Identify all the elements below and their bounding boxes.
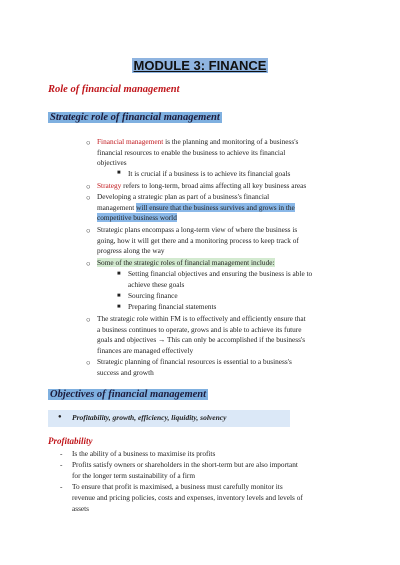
planning-line-1: Strategic planning of financial resources is essential to a business's	[97, 357, 292, 366]
fm-definition-line-3: objectives	[97, 158, 127, 167]
circle-bullet-icon: ○	[86, 193, 91, 202]
plans-line-3: progress along the way	[97, 246, 165, 255]
square-bullet-icon: ■	[117, 293, 121, 299]
strategic-plan-line-2: management will ensure that the business survives and grows in the	[97, 203, 295, 212]
circle-bullet-icon: ○	[86, 182, 91, 191]
dot-bullet-icon: ●	[58, 414, 62, 420]
fm-role-line-1: The strategic role within FM is to effectively and efficiently ensure that	[97, 314, 306, 323]
circle-bullet-icon: ○	[86, 358, 91, 367]
square-bullet-icon: ■	[117, 304, 121, 310]
fm-definition: Financial management is the planning and monitoring of a business's	[97, 137, 299, 146]
profitability-point-1: Is the ability of a business to maximise its profits	[72, 449, 216, 458]
plans-line-1: Strategic plans encompass a long-term view of where the business is	[97, 225, 298, 234]
objectives-list: Profitability, growth, efficiency, liquidity, solvency	[72, 413, 227, 422]
square-bullet-icon: ■	[117, 170, 121, 176]
role-sub-1: Setting financial objectives and ensuring the business is able to	[128, 269, 313, 278]
fm-sub-point: It is crucial if a business is to achieve its financial goals	[128, 169, 291, 178]
fm-role-line-4: finances are managed effectively	[97, 346, 194, 355]
strategy-definition: Strategy refers to long-term, broad aims affecting all key business areas	[97, 181, 307, 190]
dash-bullet-icon: -	[60, 482, 63, 491]
square-bullet-icon: ■	[117, 271, 121, 277]
strategic-plan-line-1: Developing a strategic plan as part of a business's financial	[97, 192, 270, 201]
circle-bullet-icon: ○	[86, 138, 91, 147]
fm-role-line-3: goals and objectives → This can only be accomplished if the business's	[97, 335, 306, 344]
circle-bullet-icon: ○	[86, 315, 91, 324]
circle-bullet-icon: ○	[86, 259, 91, 268]
profitability-point-2-cont: for the longer term sustainability of a firm	[72, 471, 195, 480]
role-sub-2: Sourcing finance	[128, 291, 178, 300]
strategic-heading: Strategic role of financial management	[50, 112, 220, 123]
role-sub-1-cont: achieve these goals	[128, 280, 185, 289]
planning-line-2: success and growth	[97, 368, 154, 377]
roles-intro: Some of the strategic roles of financial management include:	[97, 258, 275, 267]
plans-line-2: going, how it will get there and a monitoring process to keep track of	[97, 236, 299, 245]
role-sub-3: Preparing financial statements	[128, 302, 217, 311]
module-title: MODULE 3: FINANCE	[133, 58, 267, 73]
dash-bullet-icon: -	[60, 449, 63, 458]
fm-definition-line-2: financial resources to enable the business to achieve its financial	[97, 148, 286, 157]
profitability-point-3-cont: revenue and pricing policies, costs and expenses, inventory levels and levels of	[72, 493, 303, 502]
profitability-point-3-end: assets	[72, 504, 90, 513]
profitability-point-2: Profits satisfy owners or shareholders in the short-term but are also important	[72, 460, 298, 469]
profitability-point-3: To ensure that profit is maximised, a business must carefully monitor its	[72, 482, 283, 491]
circle-bullet-icon: ○	[86, 226, 91, 235]
strategic-plan-line-3: competitive business world	[97, 213, 177, 222]
dash-bullet-icon: -	[60, 460, 63, 469]
objectives-heading: Objectives of financial management	[50, 389, 207, 400]
profitability-heading: Profitability	[48, 436, 93, 446]
role-heading: Role of financial management	[48, 84, 180, 95]
fm-role-line-2: a business continues to operate, grows and is able to achieve its future	[97, 325, 302, 334]
